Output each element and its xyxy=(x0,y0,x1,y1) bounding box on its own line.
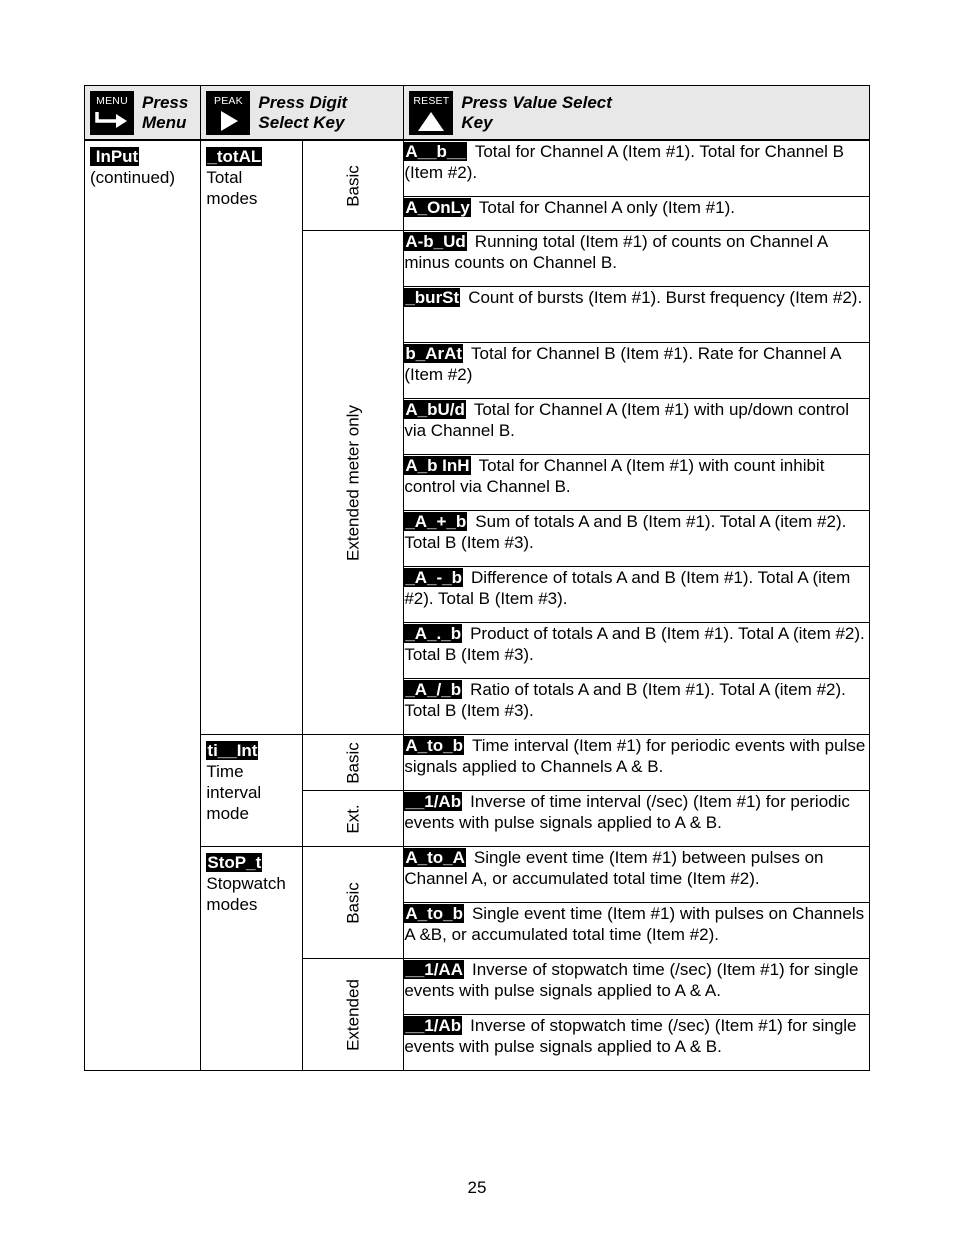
menu-note: (continued) xyxy=(90,168,176,187)
table-row xyxy=(85,847,870,903)
option-text: Inverse of stopwatch time (/sec) (Item #1) for single events with pulse signals applied to A & B. xyxy=(404,1016,857,1056)
table-row xyxy=(85,141,870,197)
option-text: Ratio of totals A and B (Item #1). Total A (item #2). Total B (Item #3). xyxy=(404,680,846,720)
option-code: A_bU/d xyxy=(405,400,465,419)
arrow-right-hook-icon xyxy=(94,110,130,130)
triangle-right-icon xyxy=(213,110,243,132)
option-text: Total for Channel A (Item #1) with count inhibit control via Channel B. xyxy=(404,456,825,496)
option-text: Running total (Item #1) of counts on Channel A minus counts on Channel B. xyxy=(404,232,828,272)
section-tag: Ext. xyxy=(302,791,403,847)
header-row xyxy=(85,86,870,140)
list-item xyxy=(404,791,870,847)
page-number: 25 xyxy=(467,1178,487,1197)
option-code: __1/Ab xyxy=(405,792,462,811)
list-item xyxy=(404,399,870,455)
menu-table xyxy=(84,85,870,1071)
option-text: Count of bursts (Item #1). Burst frequency (Item #2). xyxy=(468,288,863,307)
list-item xyxy=(404,735,870,791)
option-code: b_ArAt xyxy=(405,344,463,363)
group-code: StoP_t xyxy=(207,853,262,872)
option-code: _burSt xyxy=(405,288,460,307)
list-item xyxy=(404,679,870,735)
option-code: __1/AA xyxy=(405,960,463,979)
triangle-up-icon xyxy=(416,110,446,132)
option-code: _A_-_b xyxy=(405,568,463,587)
option-text: Total for Channel A only (Item #1). xyxy=(478,198,735,217)
peak-key-icon: PEAK xyxy=(206,91,250,135)
group-label: Time interval mode xyxy=(206,762,262,823)
option-code: _A_+_b xyxy=(405,512,467,531)
option-text: Single event time (Item #1) between pulses on Channel A, or accumulated total time (Item #2). xyxy=(404,848,824,888)
menu-cell xyxy=(85,141,201,1071)
option-code: A_to_b xyxy=(405,736,463,755)
option-code: _A_/_b xyxy=(405,680,462,699)
option-code: __1/Ab xyxy=(405,1016,462,1035)
option-text: Inverse of time interval (/sec) (Item #1) for periodic events with pulse signals applied to A & B. xyxy=(404,792,850,832)
option-text: Total for Channel A (Item #1). Total for Channel B (Item #2). xyxy=(404,142,844,182)
list-item xyxy=(404,343,870,399)
group-label: Stopwatch modes xyxy=(206,874,286,914)
list-item xyxy=(404,567,870,623)
option-text: Sum of totals A and B (Item #1). Total A (item #2). Total B (Item #3). xyxy=(404,512,847,552)
option-code: _A_._b xyxy=(405,624,462,643)
option-text: Total for Channel A (Item #1) with up/down control via Channel B. xyxy=(404,400,849,440)
list-item xyxy=(404,231,870,287)
list-item xyxy=(404,287,870,343)
section-tag: Extended meter only xyxy=(302,231,403,735)
section-tag: Extended xyxy=(302,959,403,1071)
list-item xyxy=(404,197,870,231)
peak-key-header: PEAK Press Digit Select Key xyxy=(201,86,404,140)
reset-key-header: RESET Press Value Select Key xyxy=(404,86,870,140)
table-row xyxy=(85,735,870,791)
option-text: Difference of totals A and B (Item #1). Total A (item #2). Total B (Item #3). xyxy=(404,568,851,608)
list-item xyxy=(404,623,870,679)
list-item xyxy=(404,847,870,903)
option-code: A_OnLy xyxy=(405,198,470,217)
group-code: _totAL xyxy=(207,147,262,166)
section-tag: Basic xyxy=(302,141,403,231)
group-cell xyxy=(201,141,302,735)
option-text: Product of totals A and B (Item #1). Total A (item #2). Total B (Item #3). xyxy=(404,624,865,664)
list-item xyxy=(404,903,870,959)
option-text: Single event time (Item #1) with pulses on Channels A &B, or accumulated total time (Item #2). xyxy=(404,904,865,944)
menu-code: InPut xyxy=(91,147,139,166)
option-code: A_to_b xyxy=(405,904,463,923)
section-tag: Basic xyxy=(302,735,403,791)
group-cell xyxy=(201,735,302,847)
section-tag: Basic xyxy=(302,847,403,959)
group-code: ti__Int xyxy=(207,741,258,760)
group-label: Total modes xyxy=(206,168,258,208)
option-code: A_to_A xyxy=(405,848,465,867)
reset-key-icon: RESET xyxy=(409,91,453,135)
list-item xyxy=(404,455,870,511)
menu-key-icon: MENU xyxy=(90,91,134,135)
group-cell xyxy=(201,847,302,1071)
option-text: Inverse of stopwatch time (/sec) (Item #1) for single events with pulse signals applied to A & A. xyxy=(404,960,859,1000)
option-text: Time interval (Item #1) for periodic events with pulse signals applied to Channels A & B. xyxy=(404,736,866,776)
menu-key-header: MENU Press Menu xyxy=(85,86,201,140)
option-code: A-b_Ud xyxy=(405,232,466,251)
option-code: A_b InH xyxy=(405,456,470,475)
option-code: A__b__ xyxy=(405,142,466,161)
list-item xyxy=(404,959,870,1015)
list-item xyxy=(404,1015,870,1071)
list-item xyxy=(404,141,870,197)
option-text: Total for Channel B (Item #1). Rate for Channel A (Item #2) xyxy=(404,344,841,384)
list-item xyxy=(404,511,870,567)
